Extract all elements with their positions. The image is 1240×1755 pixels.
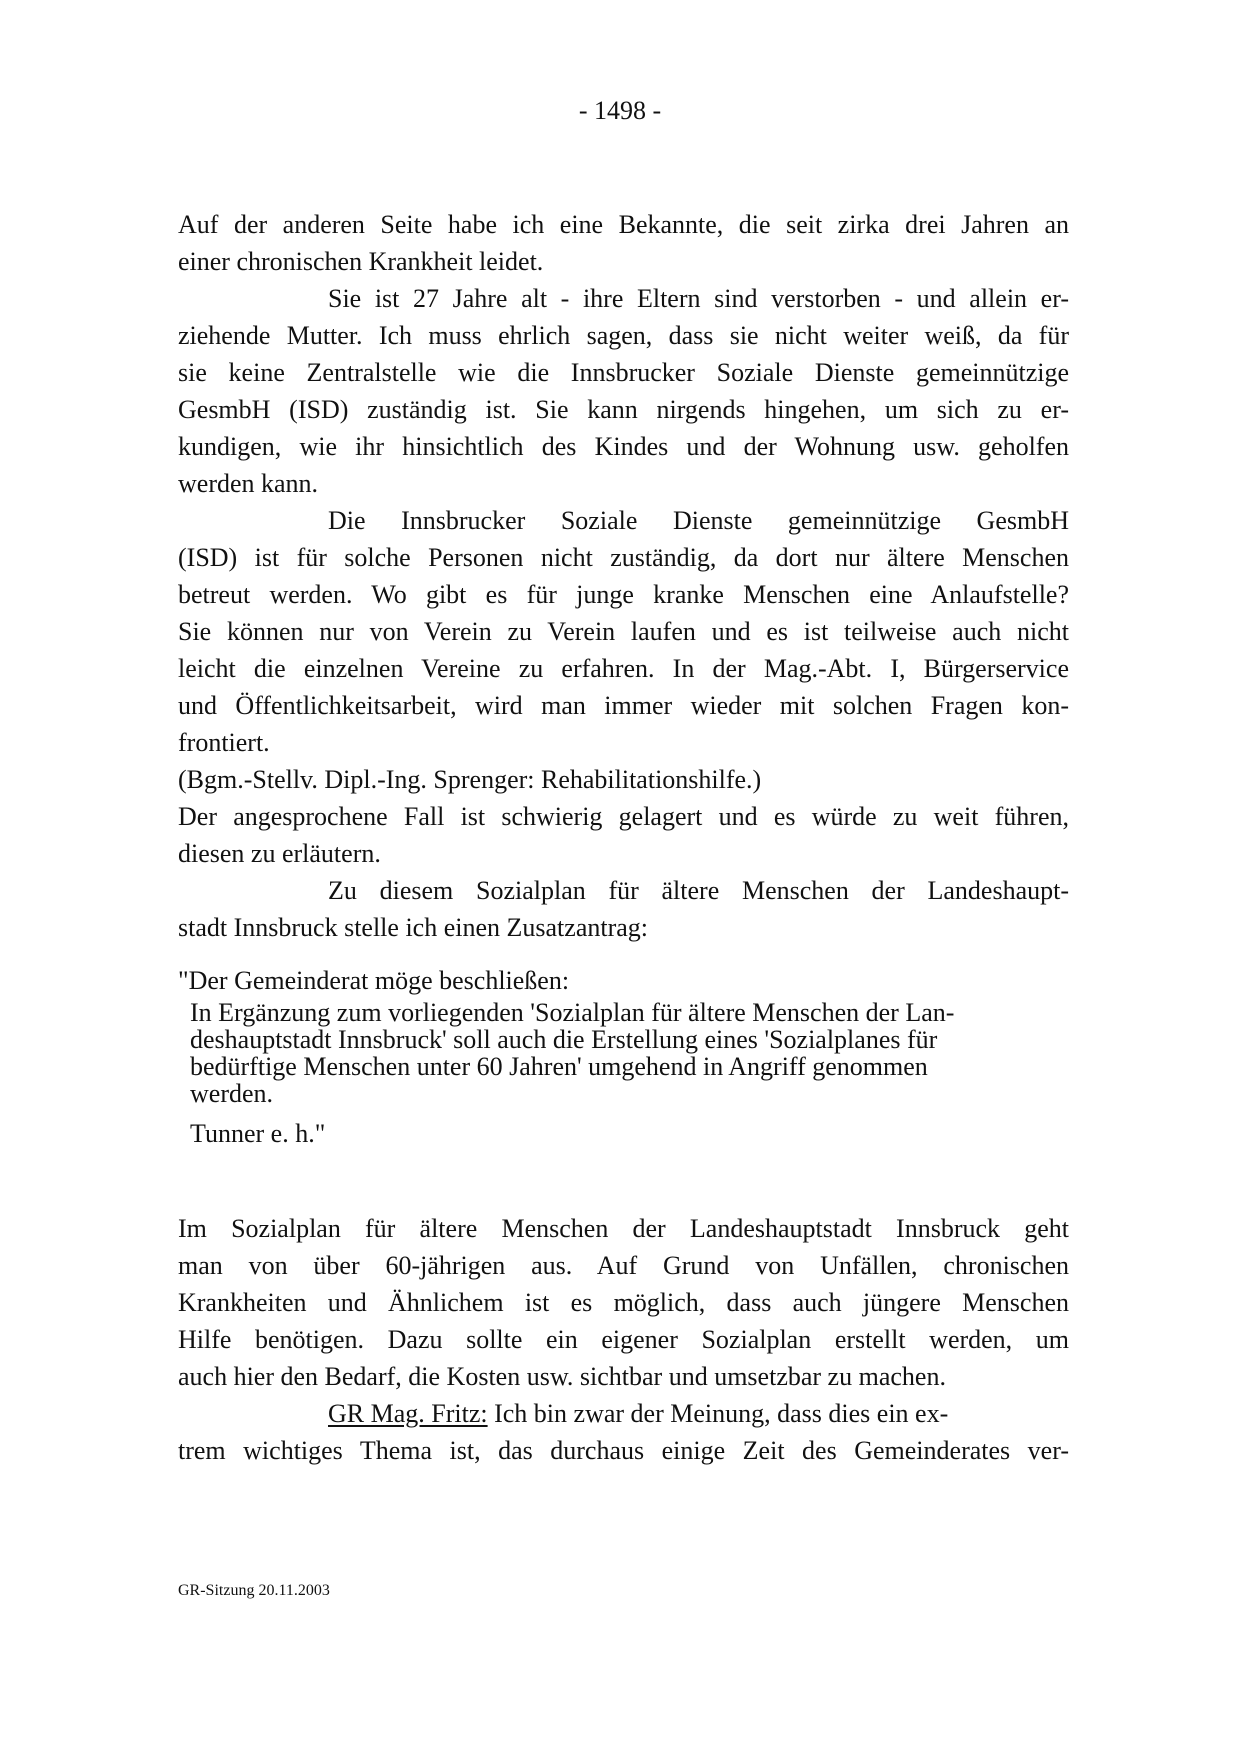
interjection: (Bgm.-Stellv. Dipl.-Ing. Sprenger: Rehabilitationshilfe.) <box>178 765 762 794</box>
motion-block <box>178 962 1069 1152</box>
paragraph <box>178 206 1069 280</box>
text-line: Sie ist 27 Jahre alt - ihre Eltern sind verstorben - und allein er- <box>328 284 1069 313</box>
motion-signature: Tunner e. h." <box>190 1119 326 1148</box>
motion-line: In Ergänzung zum vorliegenden 'Sozialplan für ältere Menschen der Lan- <box>190 998 955 1027</box>
motion-text <box>178 999 1070 1152</box>
text-line: sie keine Zentralstelle wie die Innsbrucker Soziale Dienste gemeinnützige <box>178 358 1069 387</box>
speaker-text: Ich bin zwar der Meinung, dass dies ein ex- <box>487 1399 949 1428</box>
text-line: Krankheiten und Ähnlichem ist es möglich, dass auch jüngere Menschen <box>178 1288 1069 1317</box>
text-line: Sie können nur von Verein zu Verein laufen und es ist teilweise auch nicht <box>178 617 1069 646</box>
paragraph <box>178 280 1069 502</box>
document-body <box>178 206 1069 1469</box>
text-line: Hilfe benötigen. Dazu sollte ein eigener Sozialplan erstellt werden, um <box>178 1325 1069 1354</box>
text-line: kundigen, wie ihr hinsichtlich des Kindes und der Wohnung usw. geholfen <box>178 432 1069 461</box>
text-line: ziehende Mutter. Ich muss ehrlich sagen, dass sie nicht weiter weiß, da für <box>178 321 1069 350</box>
paragraph <box>178 1395 1069 1469</box>
text-line: Zu diesem Sozialplan für ältere Menschen der Landeshaupt- <box>328 876 1069 905</box>
text-line: trem wichtiges Thema ist, das durchaus einige Zeit des Gemeinderates ver- <box>178 1436 1069 1465</box>
text-line: werden kann. <box>178 469 319 498</box>
text-line: diesen zu erläutern. <box>178 839 381 868</box>
spacer <box>178 1152 1069 1210</box>
text-line: Im Sozialplan für ältere Menschen der Landeshauptstadt Innsbruck geht <box>178 1214 1069 1243</box>
text-line: einer chronischen Krankheit leidet. <box>178 247 544 276</box>
text-line: und Öffentlichkeitsarbeit, wird man immer wieder mit solchen Fragen kon- <box>178 691 1069 720</box>
motion-line: werden. <box>190 1079 274 1108</box>
motion-heading: "Der Gemeinderat möge beschließen: <box>178 966 570 995</box>
paragraph <box>178 1210 1069 1395</box>
page-number: - 1498 - <box>578 96 662 125</box>
text-line: leicht die einzelnen Vereine zu erfahren. In der Mag.-Abt. I, Bürgerservice <box>178 654 1069 683</box>
motion-line: deshauptstadt Innsbruck' soll auch die Erstellung eines 'Sozialplanes für <box>190 1025 938 1054</box>
motion-line: bedürftige Menschen unter 60 Jahren' umgehend in Angriff genommen <box>190 1052 928 1081</box>
speaker-line <box>178 1395 1069 1432</box>
spacer <box>178 946 1069 962</box>
text-line: auch hier den Bedarf, die Kosten usw. sichtbar und umsetzbar zu machen. <box>178 1362 946 1391</box>
paragraph <box>178 872 1069 946</box>
text-line: (ISD) ist für solche Personen nicht zuständig, da dort nur ältere Menschen <box>178 543 1069 572</box>
text-line: betreut werden. Wo gibt es für junge kranke Menschen eine Anlaufstelle? <box>178 580 1069 609</box>
text-line: GesmbH (ISD) zuständig ist. Sie kann nirgends hingehen, um sich zu er- <box>178 395 1069 424</box>
text-line: stadt Innsbruck stelle ich einen Zusatzantrag: <box>178 913 649 942</box>
text-line: Auf der anderen Seite habe ich eine Bekannte, die seit zirka drei Jahren an <box>178 210 1069 239</box>
text-line: Die Innsbrucker Soziale Dienste gemeinnützige GesmbH <box>328 506 1069 535</box>
speaker-name: GR Mag. Fritz: <box>328 1399 488 1428</box>
text-line: frontiert. <box>178 728 270 757</box>
paragraph <box>178 502 1069 761</box>
footer: GR-Sitzung 20.11.2003 <box>178 1582 330 1599</box>
paragraph <box>178 798 1069 872</box>
text-line: man von über 60-jährigen aus. Auf Grund von Unfällen, chronischen <box>178 1251 1069 1280</box>
text-line: Der angesprochene Fall ist schwierig gelagert und es würde zu weit führen, <box>178 802 1069 831</box>
